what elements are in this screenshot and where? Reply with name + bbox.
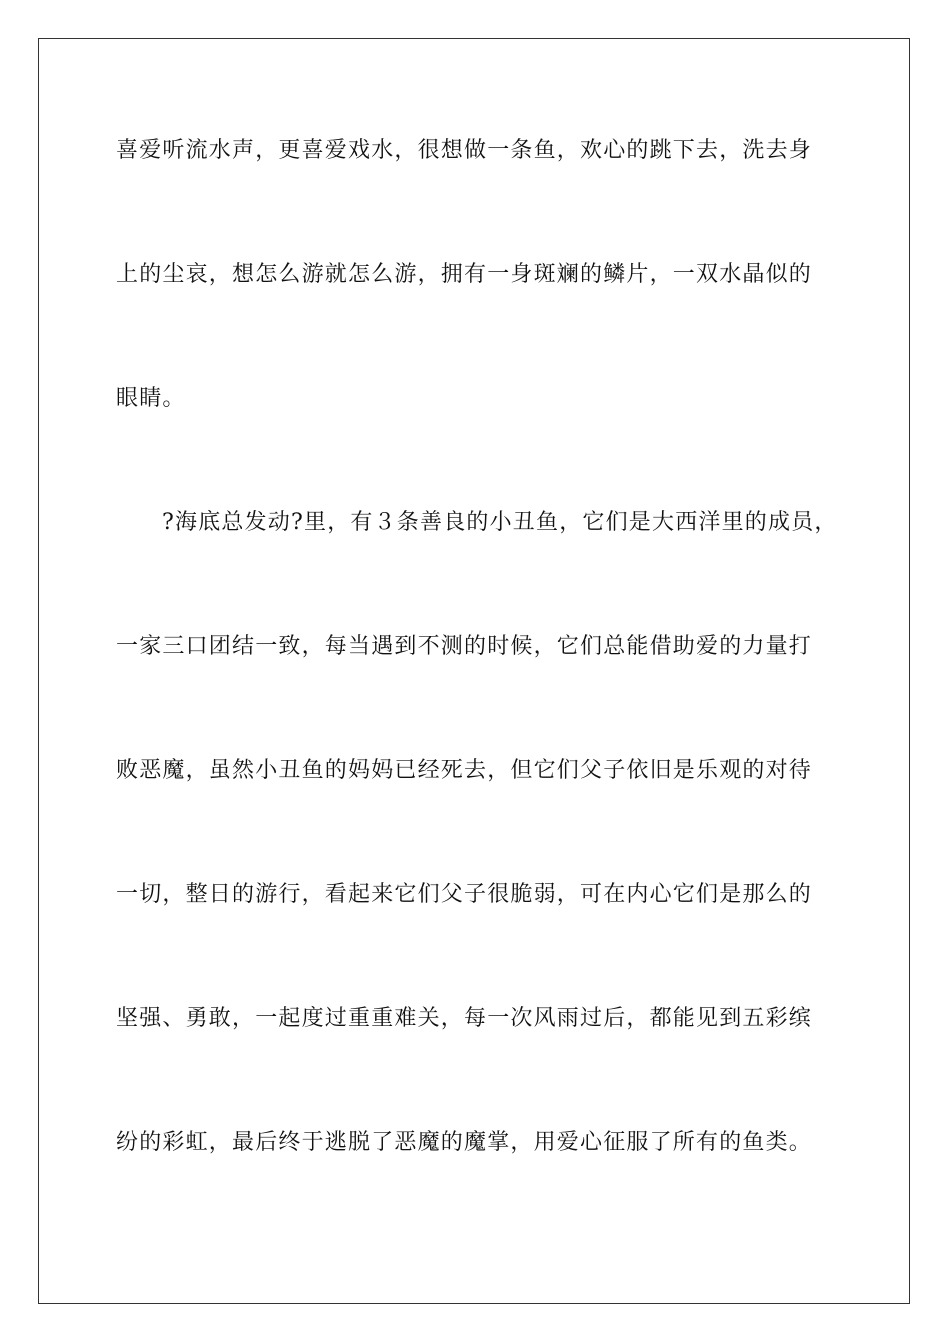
text-line-6: 败恶魔，虽然小丑鱼的妈妈已经死去，但它们父子依旧是乐观的对待 bbox=[116, 758, 813, 783]
text-line-7: 一切，整日的游行，看起来它们父子很脆弱，可在内心它们是那么的 bbox=[116, 882, 813, 907]
text-line-4: ?海底总发动?里，有３条善良的小丑鱼，它们是大西洋里的成员， bbox=[162, 510, 838, 535]
text-line-8: 坚强、勇敢，一起度过重重难关，每一次风雨过后，都能见到五彩缤 bbox=[116, 1006, 813, 1031]
text-line-1: 喜爱听流水声，更喜爱戏水，很想做一条鱼，欢心的跳下去，洗去身 bbox=[116, 138, 813, 163]
text-line-9: 纷的彩虹，最后终于逃脱了恶魔的魔掌，用爱心征服了所有的鱼类。 bbox=[116, 1130, 813, 1155]
page-border bbox=[38, 38, 910, 1304]
text-line-3: 眼睛。 bbox=[116, 386, 186, 411]
text-line-5: 一家三口团结一致，每当遇到不测的时候，它们总能借助爱的力量打 bbox=[116, 634, 813, 659]
text-line-2: 上的尘哀，想怎么游就怎么游，拥有一身斑斓的鳞片，一双水晶似的 bbox=[116, 262, 813, 287]
